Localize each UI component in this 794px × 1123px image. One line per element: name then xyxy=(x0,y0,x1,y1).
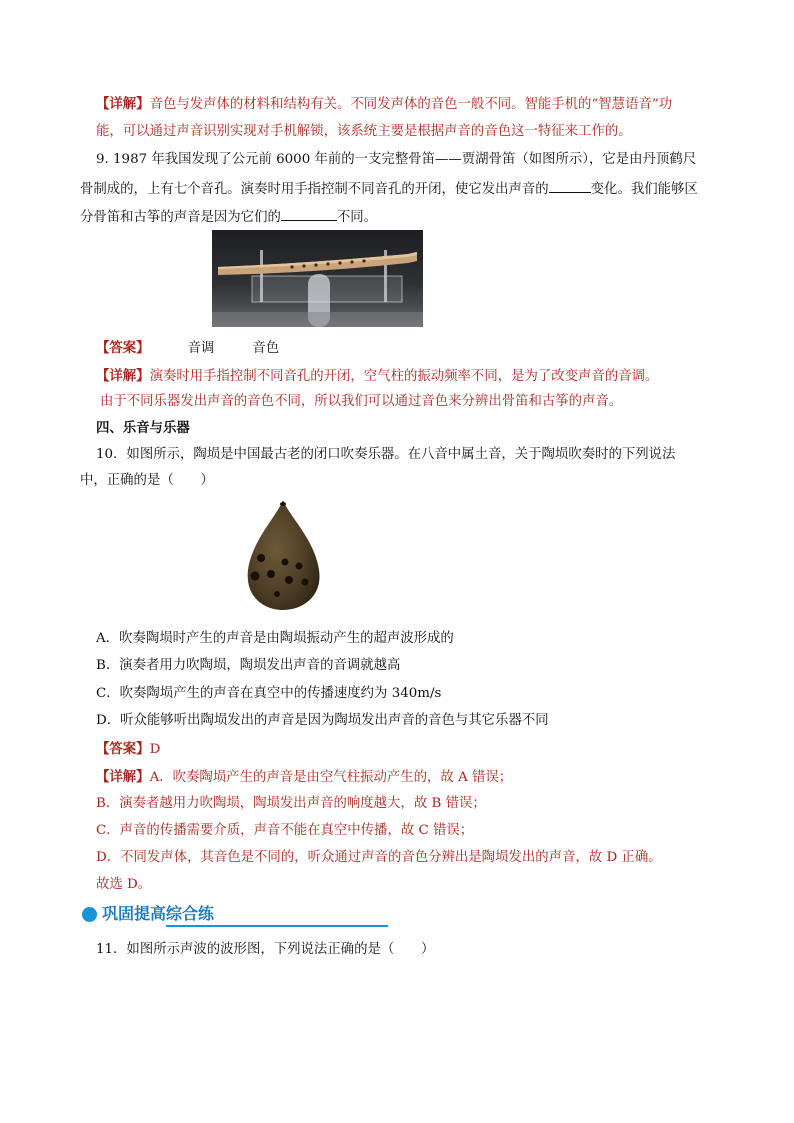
detail-tag: 【详解】 xyxy=(96,96,150,112)
q10-detail-line-1: 【详解】A．吹奏陶埙产生的声音是由空气柱振动产生的，故 A 错误； xyxy=(96,769,513,785)
q10-detail-line-2: B．演奏者越用力吹陶埙，陶埙发出声音的响度越大，故 B 错误； xyxy=(96,796,486,811)
q10-option-a: A．吹奏陶埙时产生的声音是由陶埙振动产生的超声波形成的 xyxy=(96,631,454,646)
q10-option-b: B．演奏者用力吹陶埙，陶埙发出声音的音调就越高 xyxy=(96,658,401,673)
q8-detail-line-2: 能，可以通过声音识别实现对手机解锁，该系统主要是根据声音的音色这一特征来工作的。 xyxy=(96,124,632,139)
q9-blank-2 xyxy=(281,206,337,221)
q10-stem-line-2: 中，正确的是（ ） xyxy=(80,473,214,488)
q9-blank-1 xyxy=(549,178,591,193)
detail-tag: 【详解】 xyxy=(96,769,150,785)
q10-detail-line-4: D．不同发声体，其音色是不同的，听众通过声音的音色分辨出是陶埙发出的声音，故 D 正确。 xyxy=(96,850,662,865)
bone-flute-illustration xyxy=(212,230,423,327)
q10-option-d: D．听众能够听出陶埙发出的声音是因为陶埙发出声音的音色与其它乐器不同 xyxy=(96,713,549,728)
q8-detail-line-1: 【详解】音色与发声体的材料和结构有关。不同发声体的音色一般不同。智能手机的“智慧语音”功 xyxy=(96,96,673,112)
detail-tag: 【详解】 xyxy=(96,368,150,384)
answer-tag: 【答案】 xyxy=(96,741,150,757)
q10-answer: D xyxy=(149,742,161,757)
q9-answer-1: 音调 xyxy=(187,341,215,356)
q10-detail-line-3: C．声音的传播需要介质，声音不能在真空中传播，故 C 错误； xyxy=(96,823,474,838)
q9-stem-line-2: 骨制成的，上有七个音孔。演奏时用手指控制不同音孔的开闭，使它发出声音的 变化。我们能够区 xyxy=(80,178,698,200)
ocarina-illustration xyxy=(241,496,325,613)
q9-stem-line-3: 分骨笛和古筝的声音是因为它们的 不同。 xyxy=(80,206,377,228)
q9-detail-line-1: 【详解】演奏时用手指控制不同音孔的开闭，空气柱的振动频率不同，是为了改变声音的音调。 xyxy=(96,368,659,384)
bone-flute-image xyxy=(212,230,423,327)
q9-answer-2: 音色 xyxy=(252,341,280,356)
section-heading-4: 四、乐音与乐器 xyxy=(96,420,190,436)
bullet-circle-icon xyxy=(82,907,97,922)
q10-stem-line-1: 10．如图所示，陶埙是中国最古老的闭口吹奏乐器。在八音中属土音，关于陶埙吹奏时的下列说法 xyxy=(96,447,676,462)
ocarina-image xyxy=(241,496,325,613)
section-underline xyxy=(166,925,388,927)
q9-answer-line xyxy=(96,338,279,359)
section-title: 巩固提高综合练 xyxy=(102,904,215,923)
q10-answer-line xyxy=(96,739,160,760)
q11-stem-line-1: 11．如图所示声波的波形图，下列说法正确的是（ ） xyxy=(96,942,435,957)
q10-detail-line-5: 故选 D。 xyxy=(96,877,152,892)
answer-tag: 【答案】 xyxy=(96,340,150,356)
q9-detail-line-2: 由于不同乐器发出声音的音色不同，所以我们可以通过音色来分辨出骨笛和古筝的声音。 xyxy=(100,394,623,409)
section-header-consolidate xyxy=(80,902,310,928)
q10-option-c: C．吹奏陶埙产生的声音在真空中的传播速度约为 340m/s xyxy=(96,686,442,701)
q9-stem-line-1: 9. 1987 年我国发现了公元前 6000 年前的一支完整骨笛——贾湖骨笛（如图所示），它是由丹顶鹤尺 xyxy=(96,152,697,167)
